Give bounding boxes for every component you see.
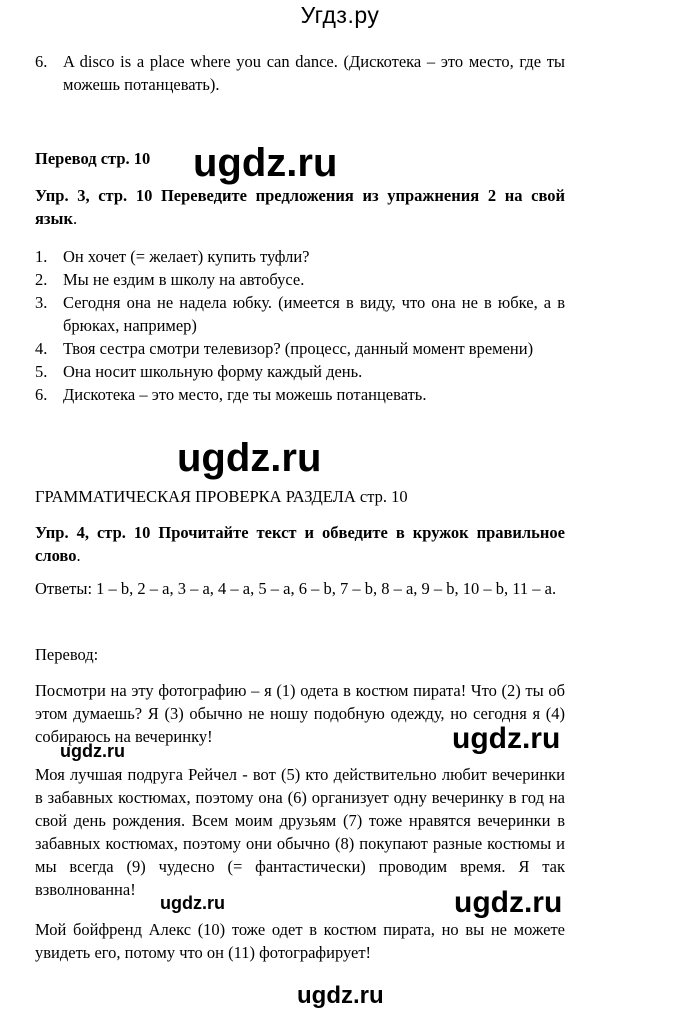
item-number: 6. (35, 385, 48, 404)
watermark: ugdz.ru (297, 982, 384, 1009)
translation-heading: Перевод стр. 10 (35, 149, 151, 168)
item-number: 6. (35, 52, 48, 71)
list-item (35, 337, 565, 360)
grammar-heading: ГРАММАТИЧЕСКАЯ ПРОВЕРКА РАЗДЕЛА стр. 10 (35, 487, 408, 506)
exercise-3-title-text: Упр. 3, стр. 10 Переведите предложения из упражнения 2 на свой язык (35, 186, 565, 228)
watermark: ugdz.ru (193, 141, 338, 185)
watermark: ugdz.ru (160, 893, 225, 913)
paragraph: Посмотри на эту фотографию – я (1) одета в костюм пирата! Что (2) ты об этом думаешь? Я (3) обычно не ношу подобную одежду, но сегодня я (4) собираюсь на вечеринку! (35, 681, 565, 746)
exercise-3-title-end: . (72, 209, 78, 228)
item-number: 5. (35, 362, 48, 381)
item-number: 1. (35, 247, 48, 266)
item-text: Сегодня она не надела юбку. (имеется в виду, что она не в юбке, а в брюках, например) (63, 293, 565, 335)
item-number: 2. (35, 270, 48, 289)
item-text: Мы не ездим в школу на автобусе. (63, 270, 305, 289)
exercise-3-list (35, 245, 565, 406)
paragraph: Мой бойфренд Алекс (10) тоже одет в костюм пирата, но вы не можете увидеть его, потому что он (11) фотографирует! (35, 920, 565, 962)
item-number: 4. (35, 339, 48, 358)
exercise-3-title (35, 184, 565, 230)
item-number: 3. (35, 293, 48, 312)
paragraph: Моя лучшая подруга Рейчел - вот (5) кто действительно любит вечеринки в забавных костюмах, поэтому она (6) организует одну вечеринку в год на свой день рождения. Всем моим друзьям (7) тоже нравятся вечеринки в забавных костюмах, поэтому они обычно (8) покупают разные костюмы и мы всегда (9) чудесно (= фантастически) проводим время. Я так взволнованна! (35, 765, 565, 899)
exercise-4-title (35, 521, 565, 567)
site-header: Угдз.ру (300, 2, 380, 28)
list-item (35, 383, 565, 406)
item-text: Он хочет (= желает) купить туфли? (63, 247, 310, 266)
watermark: ugdz.ru (177, 436, 322, 480)
list-item (35, 360, 565, 383)
watermark: ugdz.ru (454, 886, 563, 919)
item-text: Она носит школьную форму каждый день. (63, 362, 363, 381)
watermark: ugdz.ru (452, 722, 561, 755)
list-item (35, 245, 565, 268)
exercise-4-title-text: Упр. 4, стр. 10 Прочитайте текст и обведите в кружок правильное слово (35, 523, 565, 565)
item-text: A disco is a place where you can dance. (Дискотека – это место, где ты можешь потанцевать). (63, 52, 565, 94)
exercise-4-title-end: . (76, 546, 81, 565)
translation-label: Перевод: (35, 645, 99, 664)
item-text: Дискотека – это место, где ты можешь потанцевать. (63, 385, 427, 404)
list-item (35, 268, 565, 291)
list-item (35, 291, 565, 337)
top-list (35, 50, 565, 96)
list-item (35, 50, 565, 96)
exercise-4-answers: Ответы: 1 – b, 2 – a, 3 – a, 4 – a, 5 – a, 6 – b, 7 – b, 8 – a, 9 – b, 10 – b, 11 – a. (35, 579, 557, 598)
item-text: Твоя сестра смотри телевизор? (процесс, данный момент времени) (63, 339, 534, 358)
watermark: ugdz.ru (60, 741, 125, 761)
